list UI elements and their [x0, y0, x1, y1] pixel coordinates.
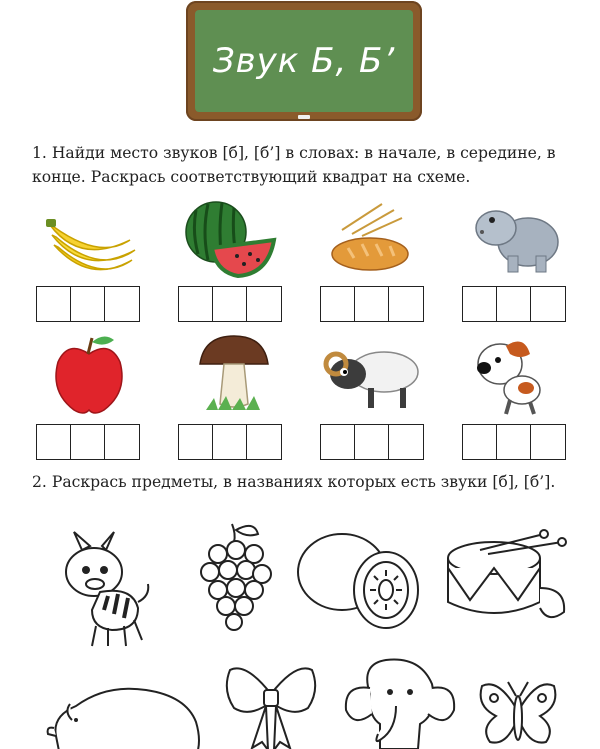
scheme-cell-end[interactable]: [389, 425, 423, 459]
scheme-cell-middle[interactable]: [497, 287, 531, 321]
sound-scheme-hippo: [462, 286, 566, 322]
sound-scheme-watermelon: [178, 286, 282, 322]
scheme-cell-start[interactable]: [37, 287, 71, 321]
scheme-cell-start[interactable]: [463, 287, 497, 321]
scheme-cell-middle[interactable]: [71, 287, 105, 321]
scheme-cell-end[interactable]: [105, 425, 139, 459]
ram-icon: [320, 338, 424, 412]
scheme-cell-end[interactable]: [531, 287, 565, 321]
chalkboard-surface: [195, 10, 413, 112]
scheme-cell-start[interactable]: [37, 425, 71, 459]
boar-icon[interactable]: [46, 676, 206, 749]
task-2-instructions: 2. Раскрась предметы, в названиях которых есть звуки [б], [б’].: [32, 473, 556, 491]
scheme-cell-start[interactable]: [321, 287, 355, 321]
scheme-cell-end[interactable]: [247, 425, 281, 459]
sound-scheme-apple: [36, 424, 140, 460]
sound-scheme-banana: [36, 286, 140, 322]
scheme-cell-start[interactable]: [463, 425, 497, 459]
hippo-icon: [470, 198, 562, 276]
scheme-cell-start[interactable]: [179, 425, 213, 459]
scheme-cell-middle[interactable]: [355, 425, 389, 459]
page-title: Звук Б, Б’: [212, 41, 396, 81]
chalkboard-header: [186, 1, 422, 121]
scheme-cell-end[interactable]: [247, 287, 281, 321]
sound-scheme-dog: [462, 424, 566, 460]
scheme-cell-start[interactable]: [179, 287, 213, 321]
sound-scheme-bread: [320, 286, 424, 322]
scheme-cell-middle[interactable]: [355, 287, 389, 321]
chalk-icon: [298, 115, 310, 119]
drum-icon[interactable]: [444, 528, 568, 628]
elephant-icon[interactable]: [340, 654, 458, 749]
watermelon-icon: [182, 198, 278, 278]
scheme-cell-middle[interactable]: [71, 425, 105, 459]
task-1-instructions: 1. Найди место звуков [б], [б’] в словах: в начале, в середине, в конце. Раскрась соответствующий квадрат на схеме.: [32, 144, 556, 186]
scheme-cell-middle[interactable]: [497, 425, 531, 459]
grapes-icon[interactable]: [196, 520, 276, 632]
sound-scheme-ram: [320, 424, 424, 460]
zebra-icon[interactable]: [52, 530, 156, 650]
scheme-cell-start[interactable]: [321, 425, 355, 459]
mushroom-icon: [196, 334, 272, 414]
bow-icon[interactable]: [222, 660, 320, 749]
apple-icon: [48, 332, 130, 416]
dog-icon: [470, 330, 550, 416]
scheme-cell-end[interactable]: [389, 287, 423, 321]
scheme-cell-end[interactable]: [531, 425, 565, 459]
bread-icon: [322, 200, 414, 276]
banana-icon: [40, 205, 140, 277]
scheme-cell-middle[interactable]: [213, 287, 247, 321]
butterfly-icon[interactable]: [476, 678, 560, 749]
sound-scheme-mushroom: [178, 424, 282, 460]
scheme-cell-end[interactable]: [105, 287, 139, 321]
scheme-cell-middle[interactable]: [213, 425, 247, 459]
kiwi-icon[interactable]: [296, 526, 422, 630]
